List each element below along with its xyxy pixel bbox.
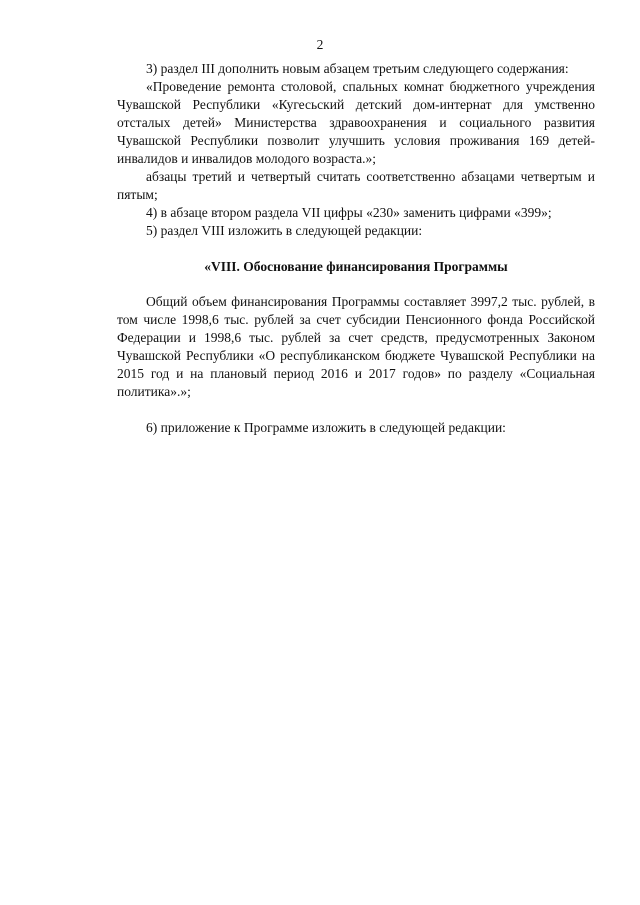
page-number: 2: [316, 37, 324, 52]
paragraph-item-6: 6) приложение к Программе изложить в следующей редакции:: [146, 420, 506, 435]
paragraph-spacer: [117, 401, 595, 419]
paragraph-renumber-note: абзацы третий и четвертый считать соответственно абзацами четвертым и пятым;: [117, 169, 595, 202]
section-heading: «VIII. Обоснование финансирования Программы: [204, 259, 508, 274]
financing-paragraph: Общий объем финансирования Программы составляет 3997,2 тыс. рублей, в том числе 1998,6 тыс. рублей за счет субсидии Пенсионного фонда Российской Федерации и 1998,6 тыс. рублей за счет средств, предусмотренных Законом Чувашской Республики «О республиканском бюджете Чувашской Республики на 2015 год и на плановый период 2016 и 2017 годов» по разделу «Социальная политика».»;: [117, 294, 595, 399]
paragraph-item-3: 3) раздел III дополнить новым абзацем третьим следующего содержания:: [146, 61, 569, 76]
quoted-paragraph: «Проведение ремонта столовой, спальных комнат бюджетного учреждения Чувашской Республики «Кугесьский детский дом-интернат для умственно отсталых детей» Министерства здравоохранения и социального развития Чувашской Республики позволит улучшить условия проживания 169 детей-инвалидов и инвалидов молодого возраста.»;: [117, 79, 595, 166]
document-body: [117, 60, 595, 437]
paragraph-item-4: 4) в абзаце втором раздела VII цифры «230» заменить цифрами «399»;: [146, 205, 552, 220]
paragraph-item-5: 5) раздел VIII изложить в следующей редакции:: [146, 223, 423, 238]
